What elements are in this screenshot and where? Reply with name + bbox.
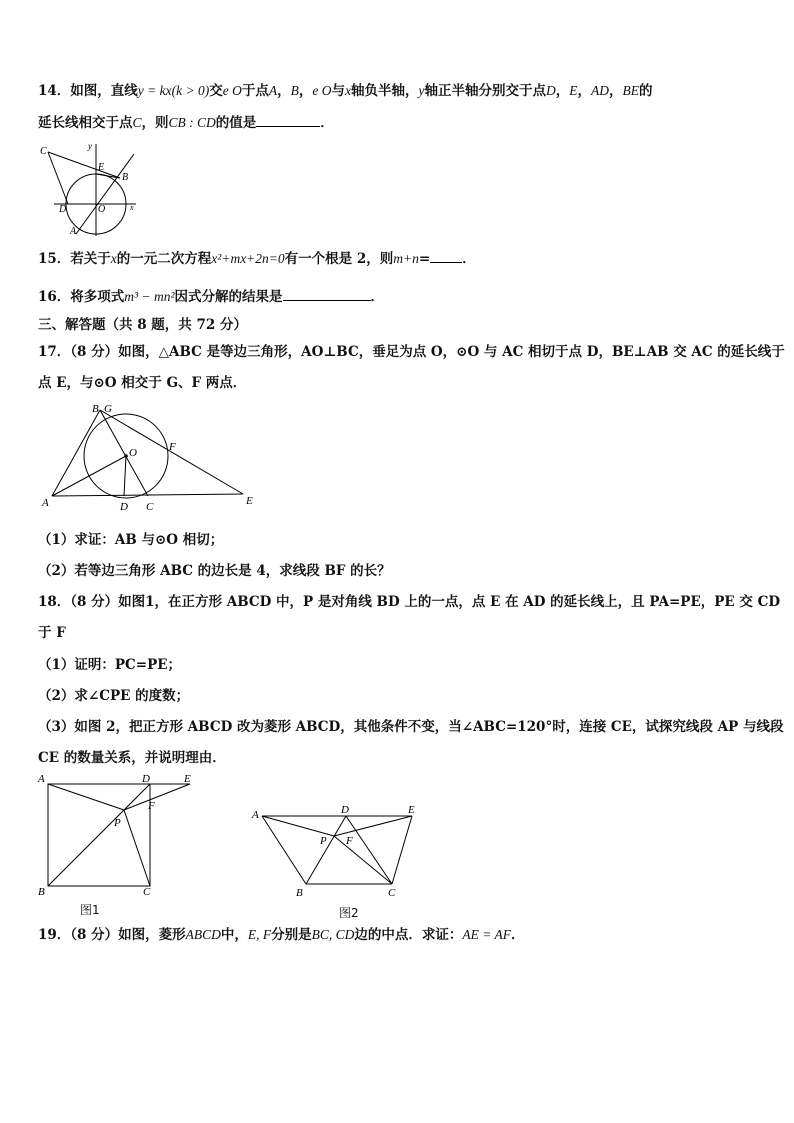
line-ce (392, 816, 412, 884)
q18-figure1 (36, 771, 206, 901)
q14-text: 的 (638, 83, 653, 99)
q18-fig1-label: E (184, 773, 191, 785)
q14-label: A (70, 226, 77, 236)
q14-text: 与 (331, 83, 345, 99)
q16-polynomial: m³ − mn² (124, 289, 175, 304)
q14-text: 延长线相交于点 (38, 115, 133, 131)
q17-label: B (92, 403, 99, 415)
q14-text: 于点 (241, 83, 269, 99)
q18-figure2 (250, 800, 420, 904)
q14-text: 轴负半轴， (350, 83, 419, 99)
q18-fig2-label: F (346, 835, 353, 847)
q15-math: m+n (393, 251, 419, 266)
q19-text: 中， (220, 927, 248, 943)
q14-figure (38, 140, 138, 236)
q15-line (38, 250, 476, 268)
q14-math: e O (312, 83, 332, 98)
q14-math: D (545, 83, 556, 98)
line-od (124, 456, 126, 496)
q14-math: y (418, 83, 425, 98)
q18-line1: 18．（8 分）如图1，在正方形 ABCD 中，P 是对角线 BD 上的一点，点 E 在 AD 的延长线上，且 PA=PE，PE 交 CD (38, 594, 781, 610)
q16-text: 因式分解的结果是 (174, 289, 283, 305)
q19-text: 19．（8 分）如图，菱形 (38, 927, 186, 943)
q14-line1 (38, 82, 652, 100)
answer-blank (256, 114, 320, 127)
q17-part2: （2）若等边三角形 ABC 的边长是 4，求线段 BF 的长？ (38, 563, 391, 579)
q14-label: D (59, 204, 67, 215)
q14-text: 14．如图，直线 (38, 83, 138, 99)
q17-label: E (246, 495, 253, 507)
q17-figure (38, 398, 263, 516)
line-y-kx (76, 154, 134, 234)
line-pc (334, 836, 392, 884)
q14-equation: y = kx(k > 0) (137, 83, 210, 98)
q17-label: G (104, 403, 112, 415)
q18-line2: 于 F (38, 625, 66, 641)
q19-math: BC, CD (311, 927, 355, 942)
q14-text: ，则 (141, 115, 169, 131)
side-dc (346, 816, 392, 884)
q15-equation: x²+mx+2n=0 (211, 251, 285, 266)
q14-text: ， (555, 83, 570, 99)
q17-label: C (146, 501, 154, 513)
q15-math: x (110, 251, 117, 266)
q19-text: ． (511, 927, 525, 943)
q18-part3a: （3）如图 2，把正方形 ABCD 改为菱形 ABCD，其他条件不变，当∠ABC=120°时，连接 CE，试探究线段 AP 与线段 (38, 719, 784, 735)
answer-blank (283, 288, 371, 301)
q14-ratio: CB : CD (168, 115, 216, 130)
answer-blank (430, 250, 462, 263)
q18-fig1-label: C (143, 886, 151, 898)
q14-text: 的值是 (215, 115, 257, 131)
q17-line2: 点 E，与⊙O 相交于 G、F 两点． (38, 375, 247, 391)
q16-text: ． (370, 289, 384, 305)
q18-fig2-label: C (388, 887, 396, 899)
q14-math: BE (622, 83, 639, 98)
diagonal-bd (48, 784, 150, 886)
line-pe (124, 784, 190, 810)
q18-fig2-label: E (408, 804, 415, 816)
q15-text: ． (462, 251, 476, 267)
q18-fig1-label: B (38, 886, 45, 898)
q14-math: E (569, 83, 578, 98)
q17-part1: （1）求证：AB 与⊙O 相切； (38, 532, 224, 548)
q18-fig1-label: A (38, 773, 45, 785)
q14-label: C (40, 146, 47, 157)
q17-label: A (42, 497, 49, 509)
diagonal-bd (306, 816, 346, 884)
q14-math: x (344, 83, 351, 98)
section-heading: 三、解答题（共 8 题，共 72 分） (38, 317, 247, 333)
q14-label: y (88, 141, 92, 151)
q14-text: ， (277, 83, 291, 99)
q14-text: ， (608, 83, 623, 99)
q15-text: 有一个根是 2，则 (284, 251, 394, 267)
q15-text: 15．若关于 (38, 251, 111, 267)
q14-text: 轴正半轴分别交于点 (424, 83, 546, 99)
line-pe (334, 816, 412, 836)
q19-math: ABCD (185, 927, 221, 942)
line-eb (96, 174, 120, 178)
q19-equation: AE = AF (462, 927, 512, 942)
q19-line (38, 926, 525, 944)
q14-label: x (130, 203, 134, 212)
figure2-caption: 图2 (339, 906, 359, 920)
side-bc (100, 410, 148, 496)
q14-math: A (268, 83, 278, 98)
q18-fig2-label: D (341, 804, 349, 816)
center-dot (124, 454, 128, 458)
q18-part3b: CE 的数量关系，并说明理由． (38, 750, 226, 766)
q18-part1: （1）证明：PC=PE； (38, 657, 182, 673)
q14-label: B (122, 172, 129, 183)
q18-fig1-label: D (142, 773, 150, 785)
line-ap (48, 784, 124, 810)
q15-text: 的一元二次方程 (116, 251, 212, 267)
q18-fig1-label: P (114, 817, 121, 829)
q19-text: 分别是 (271, 927, 312, 943)
q17-label: F (169, 441, 176, 453)
q17-label: D (120, 501, 128, 513)
q14-line2 (38, 114, 334, 132)
q14-text: ． (320, 115, 334, 131)
q17-label: O (129, 447, 137, 459)
line-pc (124, 810, 150, 886)
q18-fig2-label: A (252, 809, 259, 821)
q15-text: = (418, 251, 431, 267)
q14-label: E (98, 162, 105, 173)
q14-text: ， (577, 83, 591, 99)
q14-math: AD (590, 83, 609, 98)
q19-text: 边的中点．求证： (354, 927, 463, 943)
q16-text: 16．将多项式 (38, 289, 125, 305)
q14-label: O (98, 204, 106, 215)
line-cb (48, 152, 120, 178)
q19-math: E, F (247, 927, 272, 942)
q18-fig2-label: B (296, 887, 303, 899)
q14-text: ， (298, 83, 313, 99)
q14-text: 交 (209, 83, 223, 99)
q16-line (38, 288, 384, 306)
figure1-caption: 图1 (80, 903, 100, 917)
q14-math: C (132, 115, 142, 130)
line-cd (48, 152, 68, 204)
q18-part2: （2）求∠CPE 的度数； (38, 688, 190, 704)
q17-line1: 17．（8 分）如图，△ABC 是等边三角形，AO⊥BC，垂足为点 O，⊙O 与 AC 相切于点 D，BE⊥AB 交 AC 的延长线于 (38, 344, 785, 360)
q18-fig1-label: F (148, 800, 155, 812)
q14-math: e O (222, 83, 242, 98)
q14-math: B (290, 83, 299, 98)
q18-fig2-label: P (320, 835, 327, 847)
